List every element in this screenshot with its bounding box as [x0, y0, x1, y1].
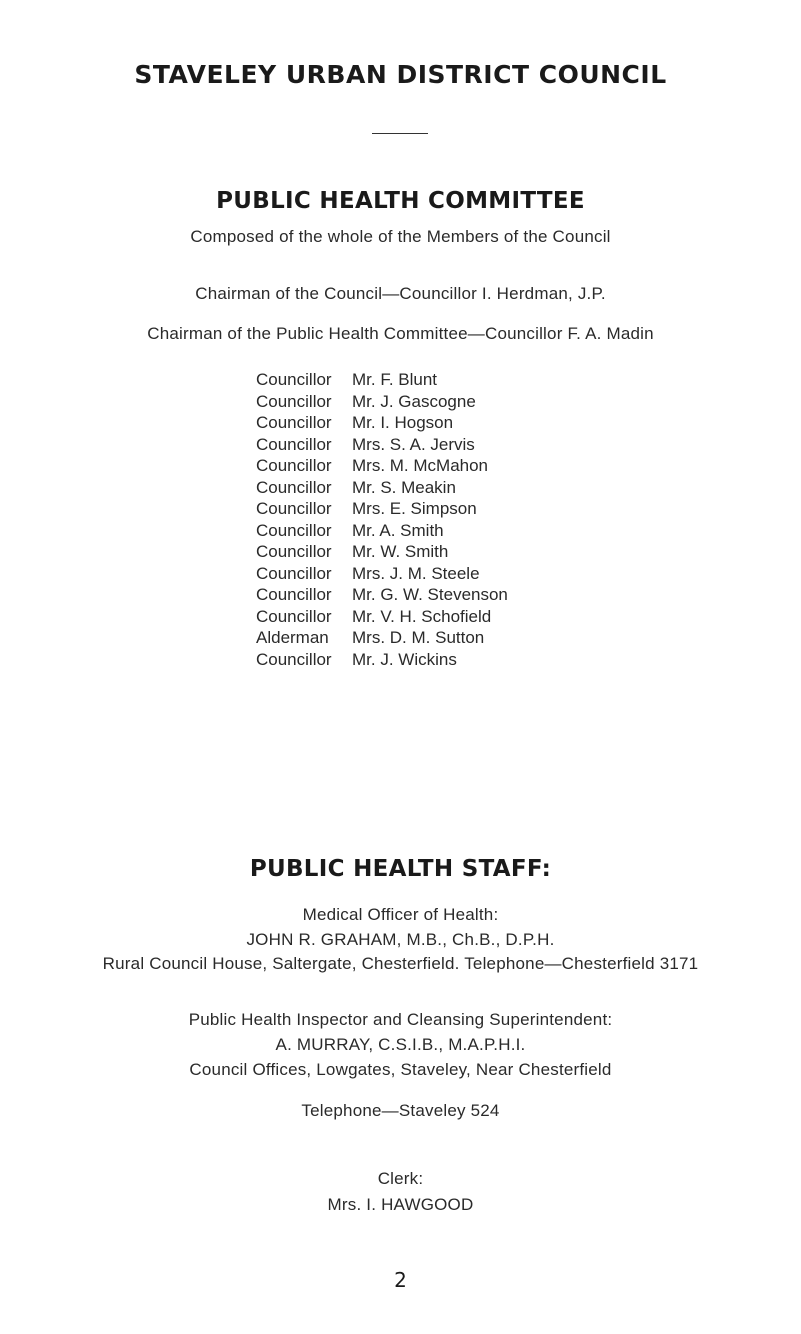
- member-row: [256, 478, 508, 500]
- council-title: STAVELEY URBAN DISTRICT COUNCIL: [134, 60, 667, 89]
- member-role: Councillor: [256, 520, 332, 540]
- inspector-label: Public Health Inspector and Cleansing Superintendent:: [188, 1010, 613, 1029]
- member-row: [256, 392, 508, 414]
- member-role: Councillor: [256, 477, 332, 497]
- member-row: [256, 499, 508, 521]
- inspector-phone: Telephone—Staveley 524: [301, 1101, 500, 1120]
- member-name: Mr. G. W. Stevenson: [352, 585, 508, 604]
- member-role: Councillor: [256, 563, 332, 583]
- member-role: Councillor: [256, 434, 332, 454]
- member-name: Mrs. J. M. Steele: [352, 563, 480, 583]
- chairman-council: Chairman of the Council—Councillor I. Herdman, J.P.: [195, 284, 606, 303]
- member-row: [256, 521, 508, 543]
- member-name: Mr. V. H. Schofield: [352, 606, 492, 626]
- member-role: Councillor: [256, 649, 332, 669]
- member-role: Councillor: [256, 391, 332, 411]
- member-role: Alderman: [256, 628, 329, 647]
- member-name: Mr. J. Wickins: [352, 649, 457, 669]
- moh-address: Rural Council House, Saltergate, Chesterfield. Telephone—Chesterfield 3171: [102, 954, 699, 973]
- staff-title: PUBLIC HEALTH STAFF:: [249, 856, 552, 882]
- inspector-address: Council Offices, Lowgates, Staveley, Near Chesterfield: [189, 1060, 612, 1079]
- moh-label: Medical Officer of Health:: [302, 905, 499, 924]
- clerk-label: Clerk:: [377, 1169, 424, 1188]
- divider-rule: [372, 133, 428, 134]
- member-name: Mr. F. Blunt: [352, 370, 438, 389]
- member-row: [256, 628, 508, 650]
- member-role: Councillor: [256, 585, 332, 604]
- member-row: [256, 585, 508, 607]
- member-row: [256, 456, 508, 478]
- member-role: Councillor: [256, 413, 332, 432]
- member-row: [256, 370, 508, 392]
- member-name: Mr. S. Meakin: [352, 477, 456, 497]
- member-row: [256, 607, 508, 629]
- member-row: [256, 413, 508, 435]
- committee-members-list: [256, 370, 508, 671]
- member-name: Mr. A. Smith: [352, 520, 444, 540]
- member-name: Mrs. M. McMahon: [352, 456, 489, 475]
- member-role: Councillor: [256, 456, 332, 475]
- clerk-name: Mrs. I. HAWGOOD: [327, 1195, 474, 1214]
- member-role: Councillor: [256, 542, 332, 561]
- member-row: [256, 542, 508, 564]
- member-role: Councillor: [256, 499, 332, 518]
- member-role: Councillor: [256, 370, 332, 389]
- moh-name: JOHN R. GRAHAM, M.B., Ch.B., D.P.H.: [246, 930, 555, 949]
- member-name: Mr. W. Smith: [352, 542, 449, 561]
- member-name: Mrs. E. Simpson: [352, 499, 477, 518]
- member-row: [256, 564, 508, 586]
- member-row: [256, 650, 508, 672]
- committee-composition: Composed of the whole of the Members of the Council: [190, 227, 611, 246]
- member-name: Mrs. S. A. Jervis: [352, 434, 475, 454]
- inspector-name: A. MURRAY, C.S.I.B., M.A.P.H.I.: [275, 1035, 526, 1054]
- member-role: Councillor: [256, 606, 332, 626]
- page-number: 2: [394, 1268, 407, 1292]
- committee-title: PUBLIC HEALTH COMMITTEE: [216, 188, 585, 214]
- chairman-committee: Chairman of the Public Health Committee—Councillor F. A. Madin: [147, 324, 654, 343]
- member-name: Mr. J. Gascogne: [352, 391, 476, 411]
- member-name: Mr. I. Hogson: [352, 413, 454, 432]
- member-row: [256, 435, 508, 457]
- member-name: Mrs. D. M. Sutton: [352, 628, 485, 647]
